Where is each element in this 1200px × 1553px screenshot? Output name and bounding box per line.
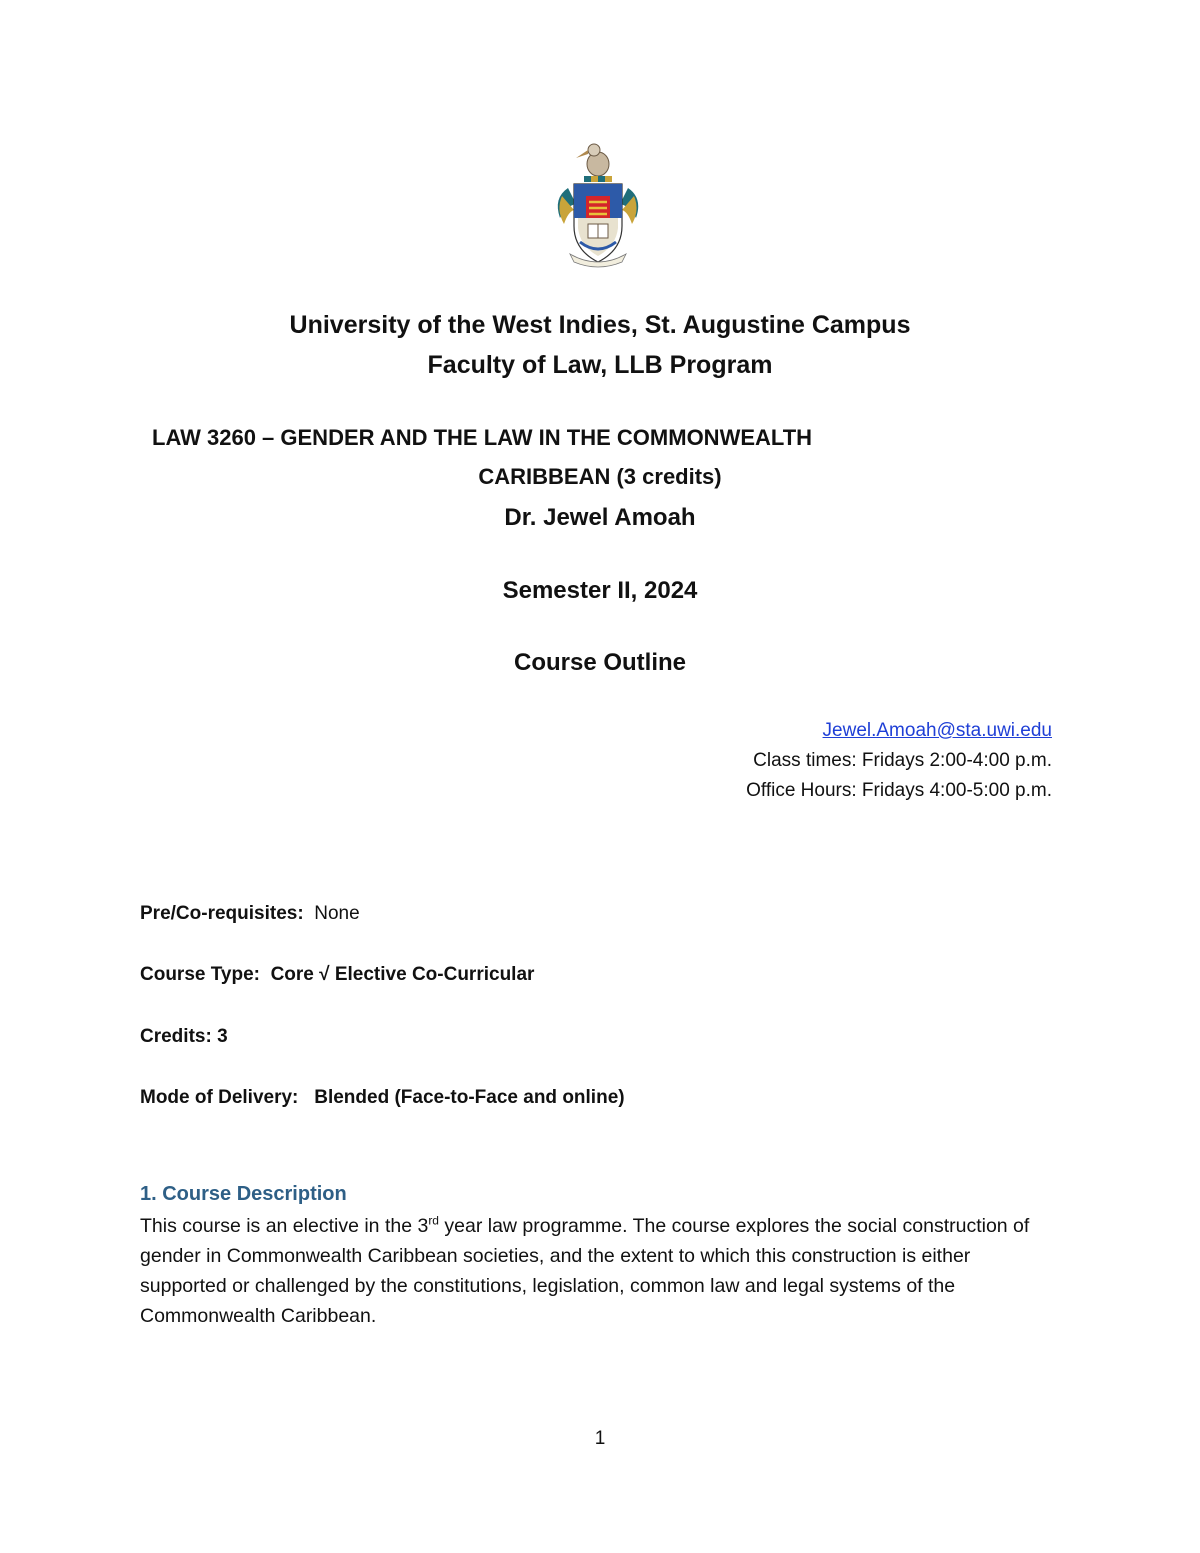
description-text-part2: year law programme. The course explores the social construction of gender in Commonwealth Caribbean societies, and the extent to which this construction is either supported or challenged by the constitutions, legislation, common law and legal systems of the Commonwealth Caribbean.	[140, 1215, 1030, 1327]
credits-label: Credits:	[140, 1026, 212, 1047]
prerequisites-value: None	[314, 903, 360, 924]
description-text-part1: This course is an elective in the 3	[140, 1215, 429, 1237]
class-times: Class times: Fridays 2:00-4:00 p.m.	[753, 750, 1052, 771]
course-title-line1: LAW 3260 – GENDER AND THE LAW IN THE COMMONWEALTH	[152, 425, 813, 450]
course-type-label: Course Type:	[140, 964, 261, 985]
credits-field	[140, 1026, 228, 1048]
office-hours: Office Hours: Fridays 4:00-5:00 p.m.	[746, 780, 1052, 801]
email-link[interactable]: Jewel.Amoah@sta.uwi.edu	[822, 720, 1052, 741]
course-description-paragraph	[140, 1211, 1040, 1331]
prerequisites-label: Pre/Co-requisites:	[140, 903, 304, 924]
page-number: 1	[594, 1428, 606, 1449]
delivery-mode-field	[140, 1087, 625, 1109]
course-type-value: Core √ Elective Co-Curricular	[270, 964, 535, 985]
document-type: Course Outline	[513, 649, 687, 676]
course-title-line2: CARIBBEAN (3 credits)	[478, 464, 722, 489]
instructor-name: Dr. Jewel Amoah	[504, 504, 696, 531]
semester: Semester II, 2024	[502, 577, 698, 604]
section-heading-course-description: 1. Course Description	[140, 1183, 347, 1205]
prerequisites-field	[140, 903, 360, 925]
course-type-field	[140, 964, 534, 986]
faculty-title: Faculty of Law, LLB Program	[427, 351, 773, 379]
delivery-mode-value: Blended (Face-to-Face and online)	[314, 1087, 625, 1108]
credits-value: 3	[217, 1026, 228, 1047]
delivery-mode-label: Mode of Delivery:	[140, 1087, 299, 1108]
institution-title: University of the West Indies, St. Augustine Campus	[289, 311, 911, 339]
contact-block	[746, 716, 1052, 806]
ordinal-superscript: rd	[428, 1213, 439, 1228]
university-crest-logo	[548, 138, 648, 270]
